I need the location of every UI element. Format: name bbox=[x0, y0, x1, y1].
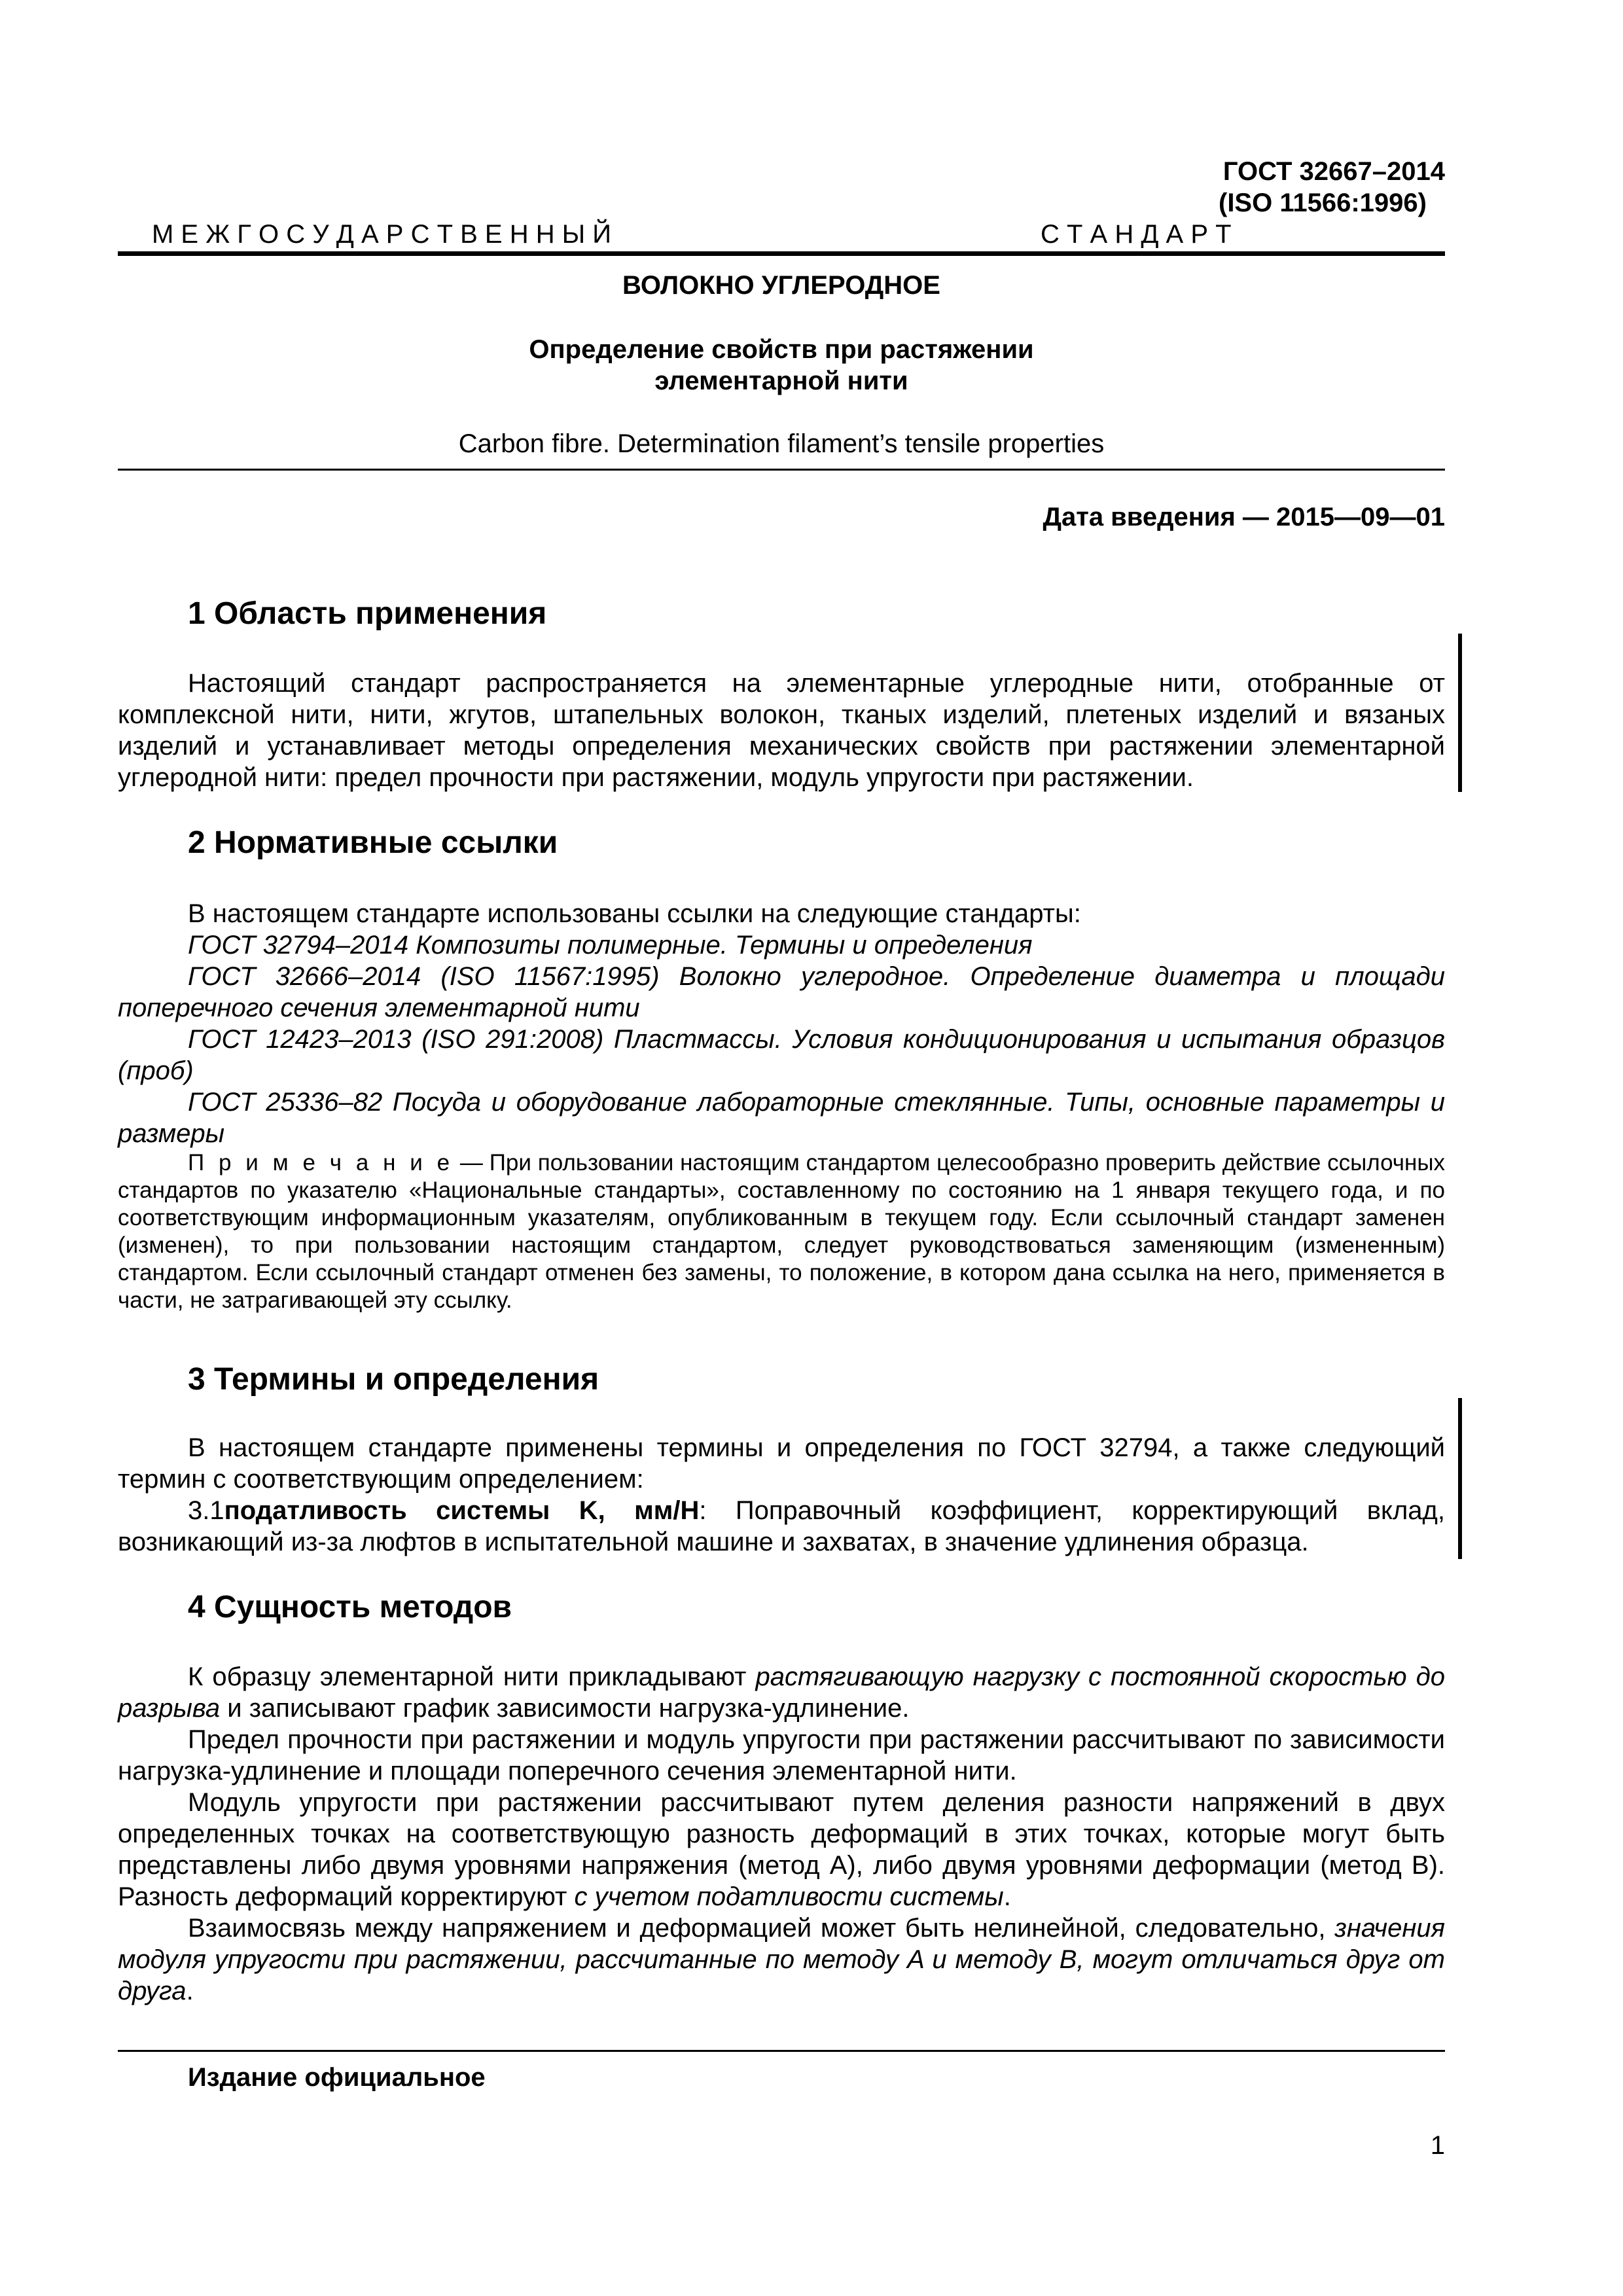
section-4-paragraph-3 bbox=[118, 1787, 1445, 1912]
reference-item: ГОСТ 32794–2014 Композиты полимерные. Термины и определения bbox=[188, 931, 1033, 960]
text-run-italic: с учетом податливости системы bbox=[574, 1882, 1004, 1911]
official-edition-label: Издание официальное bbox=[188, 2063, 486, 2092]
text-run: и записывают график зависимости нагрузка-удлинение. bbox=[220, 1694, 910, 1723]
introduction-date: Дата введения — 2015—09—01 bbox=[1043, 503, 1445, 531]
text-run: Взаимосвязь между напряжением и деформацией может быть нелинейной, следовательно, bbox=[188, 1914, 1335, 1943]
section-2-note bbox=[118, 1149, 1445, 1314]
doc-subtitle-line1: Определение свойств при растяжении bbox=[529, 335, 1034, 364]
reference-item: ГОСТ 25336–82 Посуда и оборудование лабораторные стеклянные. Типы, основные параметры и размеры bbox=[118, 1088, 1445, 1148]
section-4-paragraph-2: Предел прочности при растяжении и модуль упругости при растяжении рассчитывают по зависимости нагрузка-удлинение и площади поперечного сечения элементарной нити. bbox=[118, 1725, 1445, 1785]
note-label: П р и м е ч а н и е bbox=[188, 1150, 454, 1175]
title-rule bbox=[118, 469, 1445, 471]
doc-id: ГОСТ 32667–2014 bbox=[1222, 157, 1445, 186]
text-run: Модуль упругости при растяжении рассчитывают путем деления разности напряжений в двух определенных точках на соответствующую разность деформаций в этих точках, которые могут быть представлены либо двумя уровнями напряжения (метод A), либо двумя уровнями деформации (метод B). Разность деформаций корректируют bbox=[118, 1788, 1445, 1911]
text-run-italic: значения модуля упругости при растяжении, рассчитанные по методу A и методу B, могут отличаться друг от друга bbox=[118, 1914, 1445, 2005]
banner-standard: С Т А Н Д А Р Т bbox=[1041, 220, 1232, 249]
page-number: 1 bbox=[1430, 2131, 1445, 2160]
iso-reference: (ISO 11566:1996) bbox=[1219, 188, 1427, 217]
section-3-heading: 3 Термины и определения bbox=[188, 1362, 599, 1397]
section-4-paragraph-4 bbox=[118, 1912, 1445, 2007]
footer-rule bbox=[118, 2050, 1445, 2052]
doc-title: ВОЛОКНО УГЛЕРОДНОЕ bbox=[622, 271, 940, 300]
section-1-heading: 1 Область применения bbox=[188, 596, 547, 631]
term-definition-text: : Поправочный коэффициент, корректирующий вклад, возникающий из-за люфтов в испытательной машине и захватах, в значение удлинения образца. bbox=[118, 1496, 1445, 1556]
section-3-paragraph: В настоящем стандарте применены термины и определения по ГОСТ 32794, а также следующий термин с соответствующим определением: bbox=[118, 1433, 1445, 1494]
change-bar-2 bbox=[1458, 1398, 1462, 1559]
section-1-paragraph: Настоящий стандарт распространяется на элементарные углеродные нити, отобранные от комплексной нити, нити, жгутов, штапельных волокон, тканых изделий, плетеных изделий и вязаных изделий и устанавливает методы определения механических свойств при растяжении элементарной углеродной нити: предел прочности при растяжении, модуль упругости при растяжении. bbox=[118, 669, 1445, 792]
section-4-paragraph-1 bbox=[118, 1661, 1445, 1724]
section-2-heading: 2 Нормативные ссылки bbox=[188, 825, 558, 860]
text-run-italic: растягивающую нагрузку с постоянной скоростью до разрыва bbox=[118, 1662, 1445, 1723]
section-4-heading: 4 Сущность методов bbox=[188, 1590, 512, 1624]
section-2-intro: В настоящем стандарте использованы ссылки на следующие стандарты: bbox=[188, 899, 1081, 928]
doc-subtitle-line2: элементарной нити bbox=[654, 367, 908, 395]
text-run: . bbox=[1003, 1882, 1011, 1911]
term-definition bbox=[118, 1495, 1445, 1558]
banner-interstate: М Е Ж Г О С У Д А Р С Т В Е Н Н Ы Й bbox=[152, 220, 611, 249]
reference-item: ГОСТ 12423–2013 (ISO 291:2008) Пластмассы. Условия кондиционирования и испытания образцов (проб) bbox=[118, 1025, 1445, 1085]
doc-title-english: Carbon fibre. Determination filament’s tensile properties bbox=[458, 429, 1105, 458]
text-run: . bbox=[186, 1977, 194, 2005]
change-bar-1 bbox=[1458, 634, 1462, 792]
note-text: — При пользовании настоящим стандартом целесообразно проверить действие ссылочных стандартов по указателю «Национальные стандарты», составленному по состоянию на 1 января текущего года, и по соответствующим информационным указателям, опубликованным в текущем году. Если ссылочный стандарт заменен (изменен), то при пользовании настоящим стандартом, следует руководствоваться заменяющим (измененным) стандартом. Если ссылочный стандарт отменен без замены, то положение, в котором дана ссылка на него, применяется в части, не затрагивающей эту ссылку. bbox=[118, 1150, 1445, 1313]
term-number: 3.1 bbox=[188, 1496, 224, 1525]
reference-item: ГОСТ 32666–2014 (ISO 11567:1995) Волокно углеродное. Определение диаметра и площади поперечного сечения элементарной нити bbox=[118, 962, 1445, 1022]
term-name: податливость системы K, мм/Н bbox=[224, 1496, 700, 1525]
header-rule bbox=[118, 251, 1445, 256]
text-run: К образцу элементарной нити прикладывают bbox=[188, 1662, 756, 1691]
